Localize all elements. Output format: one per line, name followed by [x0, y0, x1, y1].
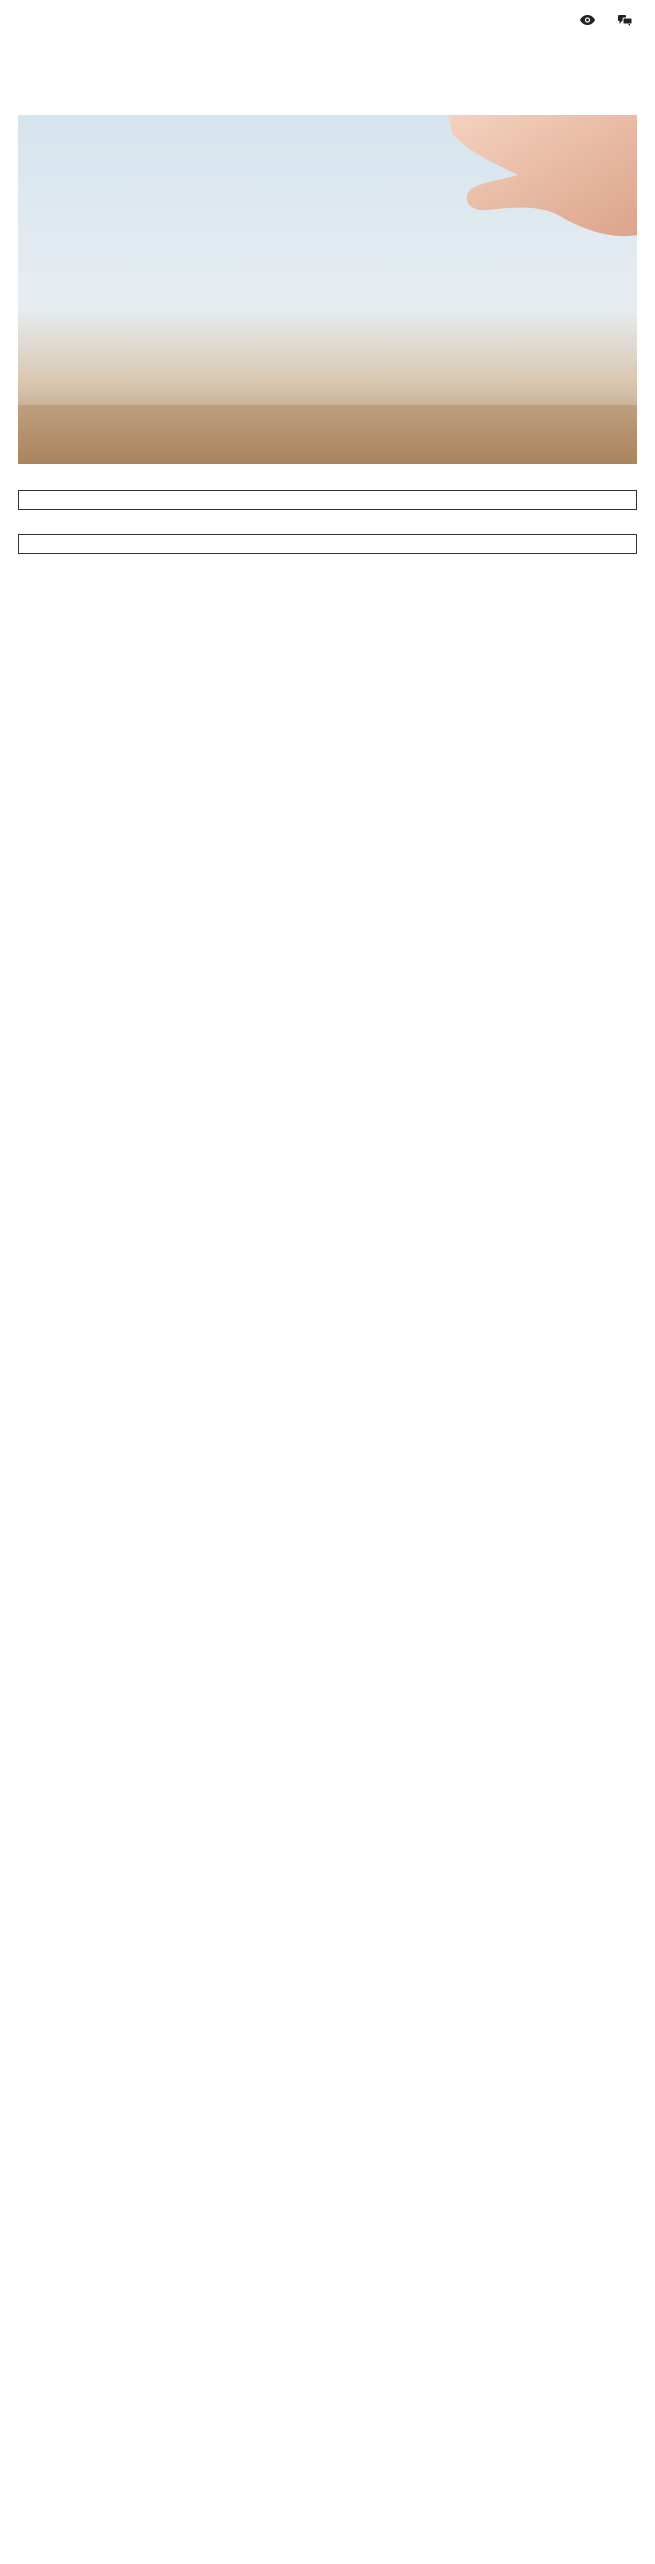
eye-icon — [580, 15, 595, 25]
views-stat — [580, 15, 600, 25]
featured-image — [18, 115, 637, 464]
twitter-share-button[interactable] — [64, 45, 104, 85]
pinterest-share-button[interactable] — [110, 45, 150, 85]
whatsapp-share-button[interactable] — [156, 45, 196, 85]
facebook-share-button[interactable] — [18, 45, 58, 85]
quote-box-influencer — [18, 490, 637, 510]
byline — [18, 14, 27, 26]
article-body — [18, 490, 637, 554]
comments-icon — [618, 15, 632, 26]
pinterest-icon — [123, 56, 137, 74]
facebook-icon — [33, 56, 43, 74]
post-meta — [18, 12, 637, 28]
post-stats — [580, 15, 637, 26]
twitter-icon — [75, 58, 93, 73]
whatsapp-icon — [167, 56, 185, 74]
comments-stat[interactable] — [618, 15, 637, 26]
quote-box-metaverso — [18, 534, 637, 554]
article-page — [0, 12, 655, 610]
share-buttons — [18, 45, 637, 85]
trends-blocks-illustration — [18, 115, 637, 464]
